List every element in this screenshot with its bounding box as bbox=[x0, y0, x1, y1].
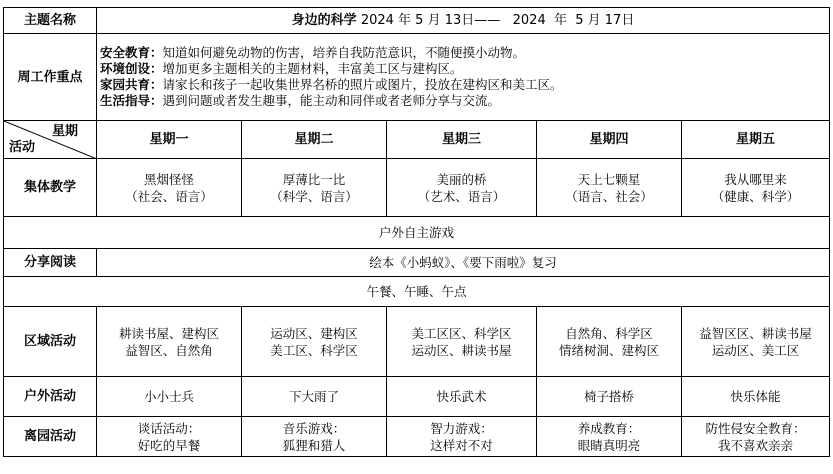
outdoor-fri: 快乐体能 bbox=[682, 377, 830, 417]
theme-name: 身边的科学 bbox=[291, 13, 357, 28]
group-teaching-mon: 黑烟怪怪 （社会、语言） bbox=[97, 159, 242, 217]
focus-item-safety: 安全教育：知道如何避免动物的伤害，培养自我防范意识，不随便摸小动物。 bbox=[100, 45, 526, 60]
reading-text: 绘本《小蚂蚁》、《要下雨啦》复习 bbox=[97, 249, 830, 277]
focus-row bbox=[4, 34, 830, 121]
corner-top-label: 星期 bbox=[51, 124, 78, 139]
focus-item-environment: 环境创设：增加更多主题相关的主题材料，丰富美工区与建构区。 bbox=[100, 61, 463, 76]
outdoor-thu: 椅子搭桥 bbox=[537, 377, 682, 417]
group-teaching-fri: 我从哪里来 （健康、科学） bbox=[682, 159, 830, 217]
focus-label: 周工作重点 bbox=[4, 34, 97, 121]
corner-cell bbox=[4, 121, 97, 159]
leaving-label: 离园活动 bbox=[4, 417, 97, 457]
areas-thu: 自然角、科学区 情绪树洞、建构区 bbox=[537, 307, 682, 377]
leaving-mon: 谈话活动： 好吃的早餐 bbox=[97, 417, 242, 457]
corner-bottom-label: 活动 bbox=[9, 140, 36, 155]
day-header-mon: 星期一 bbox=[97, 121, 242, 159]
leaving-row bbox=[4, 417, 830, 457]
weekly-plan-table bbox=[3, 7, 830, 457]
focus-item-home: 家园共育：请家长和孩子一起收集世界名桥的照片或图片，投放在建构区和美工区。 bbox=[100, 77, 563, 92]
day-header-tue: 星期二 bbox=[242, 121, 387, 159]
days-header-row bbox=[4, 121, 830, 159]
reading-row bbox=[4, 249, 830, 277]
leaving-wed: 智力游戏： 这样对不对 bbox=[387, 417, 537, 457]
outdoor-free-play: 户外自主游戏 bbox=[4, 217, 830, 249]
areas-mon: 耕读书屋、建构区 益智区、自然角 bbox=[97, 307, 242, 377]
meals-row bbox=[4, 277, 830, 307]
focus-item-life: 生活指导：遇到问题或者发生趣事，能主动和同伴或者老师分享与交流。 bbox=[100, 93, 501, 108]
outdoor-mon: 小小士兵 bbox=[97, 377, 242, 417]
areas-tue: 运动区、建构区 美工区、科学区 bbox=[242, 307, 387, 377]
theme-title bbox=[97, 8, 830, 34]
outdoor-wed: 快乐武术 bbox=[387, 377, 537, 417]
leaving-tue: 音乐游戏： 狐狸和猎人 bbox=[242, 417, 387, 457]
group-teaching-thu: 天上七颗星 （语言、社会） bbox=[537, 159, 682, 217]
leaving-thu: 养成教育： 眼睛真明亮 bbox=[537, 417, 682, 457]
outdoor-row bbox=[4, 377, 830, 417]
meals-nap-snack: 午餐、午睡、午点 bbox=[4, 277, 830, 307]
reading-label: 分享阅读 bbox=[4, 249, 97, 277]
day-header-fri: 星期五 bbox=[682, 121, 830, 159]
areas-fri: 益智区区、耕读书屋 运动区、美工区 bbox=[682, 307, 830, 377]
outdoor-free-row bbox=[4, 217, 830, 249]
theme-dates: 2024 年 5 月 13日—— 2024 年 5 月 17日 bbox=[360, 13, 635, 28]
day-header-wed: 星期三 bbox=[387, 121, 537, 159]
theme-row bbox=[4, 8, 830, 34]
areas-row bbox=[4, 307, 830, 377]
outdoor-tue: 下大雨了 bbox=[242, 377, 387, 417]
areas-wed: 美工区区、科学区 运动区、耕读书屋 bbox=[387, 307, 537, 377]
areas-label: 区域活动 bbox=[4, 307, 97, 377]
leaving-fri: 防性侵安全教育： 我不喜欢亲亲 bbox=[682, 417, 830, 457]
group-teaching-label: 集体教学 bbox=[4, 159, 97, 217]
group-teaching-wed: 美丽的桥 （艺术、语言） bbox=[387, 159, 537, 217]
focus-list bbox=[97, 34, 830, 121]
group-teaching-row bbox=[4, 159, 830, 217]
theme-label: 主题名称 bbox=[4, 8, 97, 34]
group-teaching-tue: 厚薄比一比 （科学、语言） bbox=[242, 159, 387, 217]
outdoor-label: 户外活动 bbox=[4, 377, 97, 417]
day-header-thu: 星期四 bbox=[537, 121, 682, 159]
